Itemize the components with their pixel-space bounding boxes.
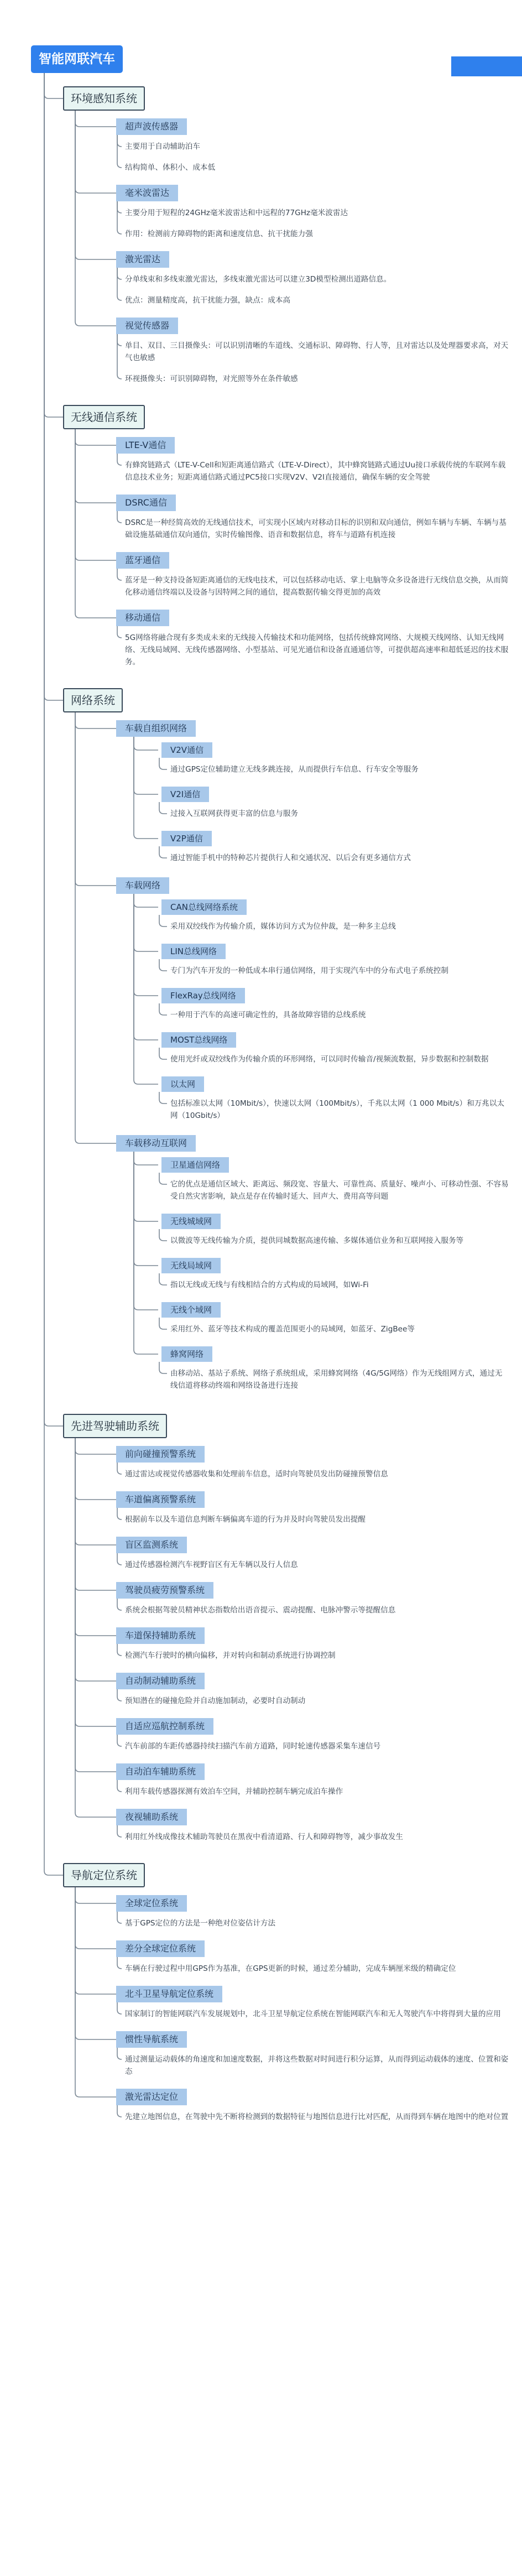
connector-line xyxy=(75,1899,116,1903)
connector-line xyxy=(75,189,116,193)
connector-line xyxy=(117,1515,122,1519)
detail-text: 使用光纤或双绞线作为传输介质的环形网络，可以同时传输音/视频流数据，异步数据和控制数据 xyxy=(170,1055,489,1064)
topic-node[interactable]: 差分全球定位系统 xyxy=(116,1940,205,1957)
connector-line xyxy=(75,1495,116,1500)
topic-node[interactable]: 前向碰撞预警系统 xyxy=(116,1446,205,1463)
subtopic-node[interactable]: 无线城域网 xyxy=(161,1214,221,1229)
detail-text: 主要分用于短程的24GHz毫米波雷达和中远程的77GHz毫米波雷达 xyxy=(125,209,348,217)
topic-node[interactable]: 车道偏离预警系统 xyxy=(116,1491,205,1508)
connector-line xyxy=(117,2112,122,2117)
connector-line xyxy=(159,1180,167,1184)
connector-line xyxy=(159,1236,167,1241)
subtopic-node[interactable]: 无线个域网 xyxy=(161,1302,221,1318)
subtopic-node[interactable]: MOST总线网络 xyxy=(161,1032,236,1048)
detail-text: 基于GPS定位的方法是一种绝对位姿估计方法 xyxy=(125,1919,276,1928)
topic-node[interactable]: 自适应巡航控制系统 xyxy=(116,1718,213,1735)
connector-line xyxy=(134,1305,158,1310)
connector-line xyxy=(159,854,167,858)
connector-line xyxy=(117,1651,122,1656)
connector-line xyxy=(44,696,63,700)
detail-text: 作用：检测前方障碍物的距离和速度信息、抗干扰能力强 xyxy=(125,230,313,238)
topic-node[interactable]: 北斗卫星导航定位系统 xyxy=(116,1986,222,2002)
connector-line xyxy=(159,765,167,769)
connector-line xyxy=(159,1325,167,1329)
subtopic-node[interactable]: 卫星通信网络 xyxy=(161,1157,229,1173)
topic-node[interactable]: 夜视辅助系统 xyxy=(116,1809,187,1825)
topic-node[interactable]: 激光雷达定位 xyxy=(116,2089,187,2105)
connector-line xyxy=(75,613,116,618)
detail-text: DSRC是一种经简高效的无线通信技术，可实现小区域内对移动目标的识别和双向通信，例如车辆与车辆、车辆与基础设施基础通信双向通信，实时传输图像、语音和数据信息，将车与道路有机连接 xyxy=(125,518,507,539)
connector-line xyxy=(75,1990,116,1994)
connector-line xyxy=(117,1742,122,1746)
connector-line xyxy=(159,922,167,927)
connector-line xyxy=(75,498,116,503)
detail-text: 采用双绞线作为传输介质，媒体访问方式为位仲裁，是一种多主总线 xyxy=(170,922,396,931)
connector-line xyxy=(117,142,122,147)
subtopic-node[interactable]: V2P通信 xyxy=(161,831,212,846)
connector-line xyxy=(44,1422,63,1426)
connector-line xyxy=(134,1035,158,1040)
detail-text: 专门为汽车开发的一种低成本串行通信网络，用于实现汽车中的分布式电子系统控制 xyxy=(170,966,448,975)
topic-node[interactable]: 盲区监测系统 xyxy=(116,1537,187,1553)
connector-line xyxy=(134,903,158,907)
connector-line xyxy=(134,790,158,794)
connector-line xyxy=(44,413,63,417)
connector-line xyxy=(44,1871,63,1875)
detail-text: 结构简单、体积小、成本低 xyxy=(125,163,216,172)
connector-line xyxy=(75,1450,116,1454)
connector-line xyxy=(75,1541,116,1545)
connector-line xyxy=(117,576,122,580)
detail-text: 利用红外线成像技术辅助驾驶员在黑夜中看清道路、行人和障碍物等，减少事故发生 xyxy=(125,1833,403,1841)
top-right-accent-bar xyxy=(451,56,522,76)
topic-node[interactable]: 自动泊车辅助系统 xyxy=(116,1763,205,1780)
detail-text: 通过传感器检测汽车视野盲区有无车辆以及行人信息 xyxy=(125,1560,298,1569)
subtopic-node[interactable]: FlexRay总线网络 xyxy=(161,988,245,1003)
connector-line xyxy=(117,1787,122,1792)
detail-text: 指以无线或无线与有线相结合的方式构成的局域网，如Wi-Fi xyxy=(170,1281,369,1289)
topic-node[interactable]: 车载自组织网络 xyxy=(116,720,196,737)
detail-text: 通过智能手机中的特种芯片提供行人和交通状况、以后会有更多通信方式 xyxy=(170,854,411,862)
connector-line xyxy=(75,556,116,560)
connector-line xyxy=(75,724,116,728)
topic-node[interactable]: 超声波传感器 xyxy=(116,118,187,135)
connector-line xyxy=(117,374,122,379)
connector-line xyxy=(134,1080,158,1084)
connector-line xyxy=(75,1139,116,1143)
section-title[interactable]: 导航定位系统 xyxy=(63,1863,145,1887)
connector-line xyxy=(159,1281,167,1285)
connector-line xyxy=(117,230,122,234)
connector-line xyxy=(117,1606,122,1610)
connector-line xyxy=(159,1369,167,1373)
connector-line xyxy=(117,163,122,168)
root-node[interactable]: 智能网联汽车 xyxy=(31,45,123,73)
connector-line xyxy=(44,94,63,98)
topic-node[interactable]: DSRC通信 xyxy=(116,495,176,511)
section-title[interactable]: 网络系统 xyxy=(63,688,123,712)
connector-line xyxy=(134,746,158,750)
detail-text: 环视摄像头：可识别障碍物，对光照等外在条件敏感 xyxy=(125,374,298,383)
detail-text: 优点：测量精度高，抗干扰能力强，缺点：成本高 xyxy=(125,296,291,305)
detail-text: 有蜂窝链路式（LTE-V-Cell和短距离通信路式（LTE-V-Direct），其中蜂窝链路式通过Uu接口承载传统的车联网车载信息技术业务；短距离通信路式通过PC5接口实现V2V、V2I直接通信，确保车辆的安全驾驶 xyxy=(125,461,506,482)
detail-text: 过接入互联网获得更丰富的信息与服务 xyxy=(170,809,299,818)
section-title[interactable]: 无线通信系统 xyxy=(63,405,145,429)
topic-node[interactable]: 车载网络 xyxy=(116,877,169,894)
connector-line xyxy=(117,461,122,465)
topic-node[interactable]: 蓝牙通信 xyxy=(116,552,169,569)
connector-line xyxy=(75,1631,116,1636)
detail-text: 汽车前部的车距传感器持续扫描汽车前方道路，同时轮速传感器采集车速信号 xyxy=(125,1742,381,1751)
detail-text: 包括标准以太网（10Mbit/s），快速以太网（100Mbit/s），千兆以太网（1 000 Mbit/s）和万兆以太网（10Gbit/s） xyxy=(170,1099,505,1120)
connector-line xyxy=(117,341,122,346)
connector-line xyxy=(75,441,116,445)
detail-text: 先建立地图信息，在驾驶中先不断将检测到的数据特征与地图信息进行比对匹配，从而得到车辆在地图中的绝对位置 xyxy=(125,2112,509,2121)
connector-line xyxy=(75,2035,116,2039)
connector-line xyxy=(134,947,158,951)
connector-line xyxy=(75,2093,116,2097)
subtopic-node[interactable]: 无线局域网 xyxy=(161,1258,221,1273)
topic-node[interactable]: 视觉传感器 xyxy=(116,318,178,334)
detail-text: 系统会根据驾驶员精神状态指数给出语音提示、震动提醒、电脉冲警示等提醒信息 xyxy=(125,1606,396,1615)
detail-text: 检测汽车行驶时的横向偏移，并对转向和制动系统进行协调控制 xyxy=(125,1651,336,1660)
detail-text: 一种用于汽车的高速可确定性的，具备故障容错的总线系统 xyxy=(170,1011,366,1019)
connector-line xyxy=(75,1677,116,1681)
connector-line xyxy=(117,1560,122,1565)
connector-line xyxy=(75,321,116,326)
topic-node[interactable]: 惯性导航系统 xyxy=(116,2031,187,2048)
connector-line xyxy=(159,1011,167,1015)
connector-line xyxy=(117,2010,122,2014)
connector-line xyxy=(75,1722,116,1726)
section-title[interactable]: 环境感知系统 xyxy=(63,86,145,111)
connector-line xyxy=(75,255,116,259)
connector-line xyxy=(159,1055,167,1059)
subtopic-node[interactable]: V2I通信 xyxy=(161,787,209,802)
topic-node[interactable]: LTE-V通信 xyxy=(116,437,175,454)
connector-line xyxy=(117,275,122,279)
detail-text: 5G网络将融合现有多类成未来的无线接入传输技术和功能网络，包括传统蜂窝网络、大规模天线网络、认知无线网络、无线局域网、无线传感器网络、小型基站、可见光通信和设备直通通信等，可提供超高速率和超低延迟的技术服务。 xyxy=(125,633,509,667)
topic-node[interactable]: 全球定位系统 xyxy=(116,1895,187,1912)
subtopic-node[interactable]: 以太网 xyxy=(161,1076,204,1092)
connector-line xyxy=(117,209,122,213)
connector-line xyxy=(75,881,116,886)
detail-text: 根据前车以及车道信息判断车辆偏离车道的行为并及时向驾驶员发出提醒 xyxy=(125,1515,366,1524)
connector-line xyxy=(117,2055,122,2059)
topic-node[interactable]: 车载移动互联网 xyxy=(116,1135,196,1152)
subtopic-node[interactable]: V2V通信 xyxy=(161,742,212,758)
connector-line xyxy=(117,1696,122,1701)
connector-line xyxy=(159,809,167,814)
connector-line xyxy=(75,1767,116,1772)
detail-text: 以微波等无线传输为介质，提供同城数据高速传输、多媒体通信业务和互联网接入服务等 xyxy=(170,1236,464,1245)
connector-line xyxy=(117,1964,122,1969)
connector-line xyxy=(75,122,116,127)
connector-line xyxy=(117,1470,122,1474)
detail-text: 它的优点是通信区域大、距离远、频段宽、容量大、可靠性高、质量好、噪声小、可移动性强、不容易受自然灾害影响，缺点是存在传输时延大、回声大、费用高等问题 xyxy=(170,1180,509,1201)
detail-text: 蓝牙是一种支持设备短距离通信的无线电技术，可以包括移动电话、掌上电脑等众多设备进行无线信息交换，从而简化移动通信终端以及设备与因特网之间的通信，提高数据传输交得更加的高效 xyxy=(125,576,509,597)
connector-line xyxy=(159,966,167,971)
connector-line xyxy=(134,1217,158,1221)
topic-node[interactable]: 激光雷达 xyxy=(116,251,169,268)
topic-node[interactable]: 移动通信 xyxy=(116,610,169,626)
detail-text: 主要用于自动辅助泊车 xyxy=(125,142,200,151)
detail-text: 由移动站、基站子系统、网络子系统组成，采用蜂窝网络（4G/5G网络）作为无线组网方式，通过无线信道将移动终端和网络设备进行连接 xyxy=(170,1369,503,1390)
detail-text: 通过测量运动载体的角速度和加速度数据，并将这些数据对时间进行积分运算，从而得到运动载体的速度、位置和姿态 xyxy=(125,2055,509,2076)
connector-line xyxy=(75,1944,116,1949)
connector-line xyxy=(117,1833,122,1837)
subtopic-node[interactable]: 蜂窝网络 xyxy=(161,1346,212,1362)
subtopic-node[interactable]: LIN总线网络 xyxy=(161,944,226,959)
connector-line xyxy=(117,1919,122,1923)
detail-text: 单目、双目、三目摄像头：可以识别清晰的车道线、交通标识、障碍物、行人等，且对雷达以及处理器要求高，对天气也敏感 xyxy=(125,341,509,362)
connector-line xyxy=(75,1586,116,1590)
detail-text: 分单线束和多线束激光雷达，多线束激光雷达可以建立3D模型检测出道路信息。 xyxy=(125,275,392,284)
connector-line xyxy=(159,1099,167,1104)
connector-line xyxy=(134,1350,158,1354)
detail-text: 预知潜在的碰撞危险并自动施加制动，必要时自动制动 xyxy=(125,1696,306,1705)
connector-line xyxy=(134,1261,158,1266)
connector-line xyxy=(117,518,122,523)
section-title[interactable]: 先进驾驶辅助系统 xyxy=(63,1414,167,1438)
topic-node[interactable]: 车道保持辅助系统 xyxy=(116,1627,205,1644)
subtopic-node[interactable]: CAN总线网络系统 xyxy=(161,899,247,915)
topic-node[interactable]: 驾驶员疲劳预警系统 xyxy=(116,1582,213,1599)
connector-line xyxy=(117,633,122,638)
connector-line xyxy=(75,1813,116,1817)
topic-node[interactable]: 毫米波雷达 xyxy=(116,185,178,201)
connector-line xyxy=(117,296,122,300)
detail-text: 利用车载传感器探测有效泊车空间，并辅助控制车辆完成泊车操作 xyxy=(125,1787,343,1796)
detail-text: 通过GPS定位辅助建立无线多跳连接，从而提供行车信息、行车安全等服务 xyxy=(170,765,419,774)
connector-line xyxy=(134,834,158,839)
detail-text: 国家制订的智能网联汽车发展规划中，北斗卫星导航定位系统在智能网联汽车和无人驾驶汽车中将得到大量的应用 xyxy=(125,2010,501,2018)
detail-text: 采用红外、蓝牙等技术构成的覆盖范围更小的局域网，如蓝牙、ZigBee等 xyxy=(170,1325,415,1334)
detail-text: 通过雷达或视觉传感器收集和处理前车信息，适时向驾驶员发出防碰撞预警信息 xyxy=(125,1470,388,1479)
topic-node[interactable]: 自动制动辅助系统 xyxy=(116,1673,205,1689)
connector-line xyxy=(134,991,158,996)
detail-text: 车辆在行驶过程中用GPS作为基准，在GPS更新的时候，通过差分辅助，完成车辆厘米级的精确定位 xyxy=(125,1964,456,1973)
connector-line xyxy=(134,1160,158,1165)
